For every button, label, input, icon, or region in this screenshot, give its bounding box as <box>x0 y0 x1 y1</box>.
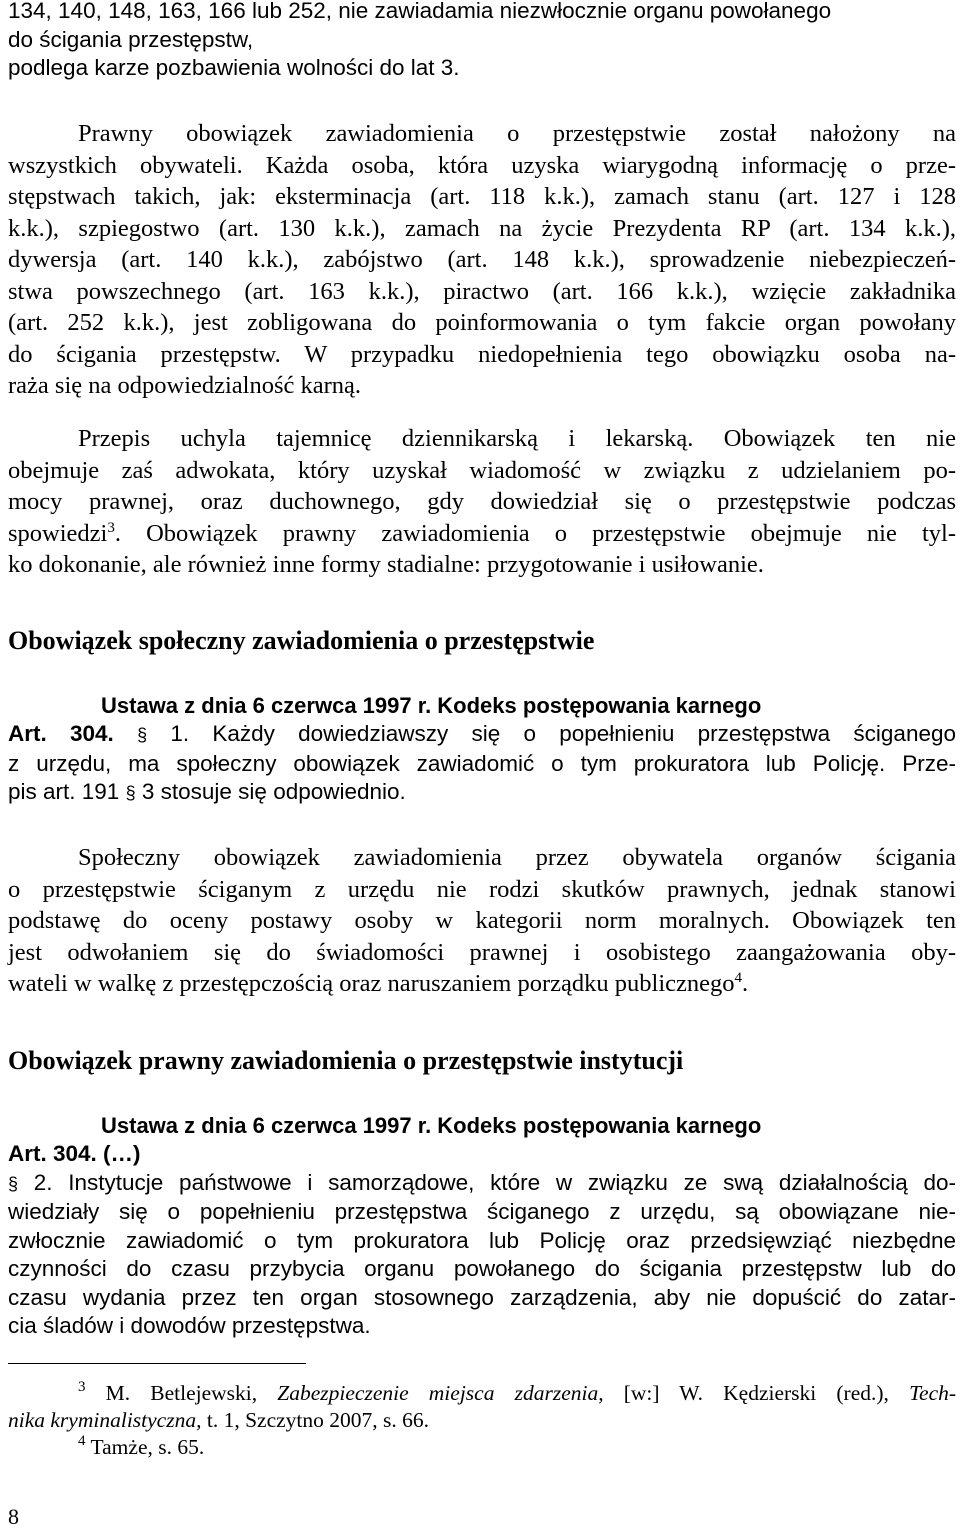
paragraph-line: obejmuje zaś adwokata, który uzyskał wiadomość w związku z udzielaniem po- <box>8 456 956 484</box>
footnote-divider <box>8 1363 306 1364</box>
section-heading-institution-obligation: Obowiązek prawny zawiadomienia o przestępstwie instytucji <box>8 1046 684 1075</box>
paragraph-line: stwa powszechnego (art. 163 k.k.), piractwo (art. 166 k.k.), wzięcie zakładnika <box>8 277 956 305</box>
article-label: Art. 304. <box>8 721 114 746</box>
paragraph-line: jest odwołaniem się do świadomości prawnej i osobistego zaangażowania oby- <box>8 938 956 966</box>
law-title: Ustawa z dnia 6 czerwca 1997 r. Kodeks postępowania karnego <box>101 1113 762 1138</box>
footnote-ref-4[interactable]: 4 <box>734 970 742 986</box>
paragraph-line: Przepis uchyla tajemnicę dziennikarską i lekarską. Obowiązek ten nie <box>78 425 956 452</box>
paragraph-line: raża się na odpowiedzialność karną. <box>8 372 362 399</box>
article-line <box>8 1169 956 1199</box>
paragraph-sign-icon: § <box>137 725 148 745</box>
text-span: wateli w walkę z przestępczością oraz naruszaniem porządku publicznego <box>8 970 735 997</box>
footnote-number: 3 <box>78 1379 86 1395</box>
text-span: 3 stosuje się odpowiednio. <box>141 779 406 804</box>
text-span: t. 1, Szczytno 2007, s. 66. <box>206 1408 429 1432</box>
paragraph-line: dywersja (art. 140 k.k.), zabójstwo (art. 148 k.k.), sprowadzenie niebezpieczeń- <box>8 246 956 273</box>
footnotes <box>8 1363 956 1461</box>
paragraph-sign-icon: § <box>8 1173 19 1194</box>
article-line: czynności do czasu przybycia organu powołanego do ścigania przestępstw lub do <box>8 1256 956 1281</box>
paragraph-line: Społeczny obowiązek zawiadomienia przez obywatela organów ścigania <box>78 844 956 871</box>
footnote-ref-3[interactable]: 3 <box>107 519 115 536</box>
paragraph-line: o przestępstwie ściganym z urzędu nie rodzi skutków prawnych, jednak stanowi <box>8 875 956 903</box>
paragraph-obligation <box>8 118 956 402</box>
article-line: czasu wydania przez ten organ stosownego zarządzenia, aby nie dopuścić do zatar- <box>8 1284 956 1310</box>
paragraph-line: (art. 252 k.k.), jest zobligowana do poinformowania o tym fakcie organ powołany <box>8 309 956 336</box>
text-span: nika kryminalistyczna, <box>8 1408 202 1432</box>
intro-text <box>8 0 956 83</box>
article-label-text: Art. 304. (…) <box>8 1141 141 1166</box>
footnote-4 <box>8 1434 956 1461</box>
article-line: z urzędu, ma społeczny obowiązek zawiadomić o tym prokuratora lub Policję. Prze- <box>8 750 956 776</box>
text-span: pis art. 191 <box>8 779 120 804</box>
text-span: Tamże, s. 65. <box>90 1435 205 1459</box>
paragraph-line: ko dokonanie, ale również inne formy stadialne: przygotowanie i usiłowanie. <box>8 551 764 578</box>
law-block-social <box>8 692 956 808</box>
law-block-institutions <box>8 1112 956 1341</box>
paragraph-line: stępstwach takich, jak: eksterminacja (art. 118 k.k.), zamach stanu (art. 127 i 128 <box>8 183 956 210</box>
paragraph-sign-icon: § <box>125 783 136 803</box>
footnote-3 <box>8 1380 956 1434</box>
paragraph-line: podstawę do oceny postawy osoby w kategorii norm moralnych. Obowiązek ten <box>8 907 956 934</box>
paragraph-exemptions <box>8 423 956 581</box>
paragraph-line <box>8 968 956 1000</box>
text-span: Zabezpieczenie miejsca zdarzenia, <box>277 1381 604 1405</box>
article-line <box>8 778 956 808</box>
paragraph-line: Prawny obowiązek zawiadomienia o przestępstwie został nałożony na <box>78 120 956 147</box>
footnote-line <box>8 1407 956 1434</box>
intro-line: do ścigania przestępstw, <box>8 26 254 52</box>
text-span: 2. Instytucje państwowe i samorządowe, które w związku ze swą działalnością do- <box>33 1169 956 1195</box>
paragraph-line: do ścigania przestępstw. W przypadku niedopełnienia tego obowiązku osoba na- <box>8 340 956 368</box>
article-line: wiedziały się o popełnieniu przestępstwa ściganego z urzędu, są obowiązane nie- <box>8 1199 956 1224</box>
footnote-line <box>8 1434 956 1461</box>
paragraph-line: mocy prawnej, oraz duchownego, gdy dowiedział się o przestępstwie podczas <box>8 488 956 515</box>
paragraph-social-meaning <box>8 842 956 1000</box>
article-line: zwłocznie zawiadomić o tym prokuratora lub Policję oraz przedsięwziąć niezbędne <box>8 1227 956 1253</box>
text-span: 1. Każdy dowiedziawszy się o popełnieniu przestępstwa ściganego <box>170 721 956 746</box>
text-span: Tech- <box>909 1381 957 1405</box>
footnote-line <box>8 1380 956 1407</box>
text-span: M. Betlejewski, <box>105 1381 258 1405</box>
paragraph-line: wszystkich obywateli. Każda osoba, która uzyska wiarygodną informację o prze- <box>8 151 956 179</box>
footnote-number: 4 <box>78 1433 86 1449</box>
article-line <box>8 720 956 750</box>
section-heading-social-obligation: Obowiązek społeczny zawiadomienia o przestępstwie <box>8 626 595 655</box>
intro-line: podlega karze pozbawienia wolności do lat 3. <box>8 55 460 80</box>
law-article <box>8 1140 956 1341</box>
law-article <box>8 720 956 808</box>
paragraph-line: k.k.), szpiegostwo (art. 130 k.k.), zamach na życie Prezydenta RP (art. 134 k.k.), <box>8 214 956 242</box>
paragraph-line <box>8 518 956 550</box>
article-label <box>8 1140 956 1169</box>
page-number: 8 <box>8 1504 19 1529</box>
text-span: [w:] W. Kędzierski (red.), <box>623 1381 889 1405</box>
text-span: . <box>742 970 749 997</box>
article-line: cia śladów i dowodów przestępstwa. <box>8 1313 371 1338</box>
intro-line: 134, 140, 148, 163, 166 lub 252, nie zawiadamia niezwłocznie organu powołanego <box>8 0 832 23</box>
law-title: Ustawa z dnia 6 czerwca 1997 r. Kodeks postępowania karnego <box>101 693 762 718</box>
text-span: spowiedzi <box>8 519 108 547</box>
text-span: . Obowiązek prawny zawiadomienia o przestępstwie obejmuje nie tyl- <box>114 519 956 547</box>
